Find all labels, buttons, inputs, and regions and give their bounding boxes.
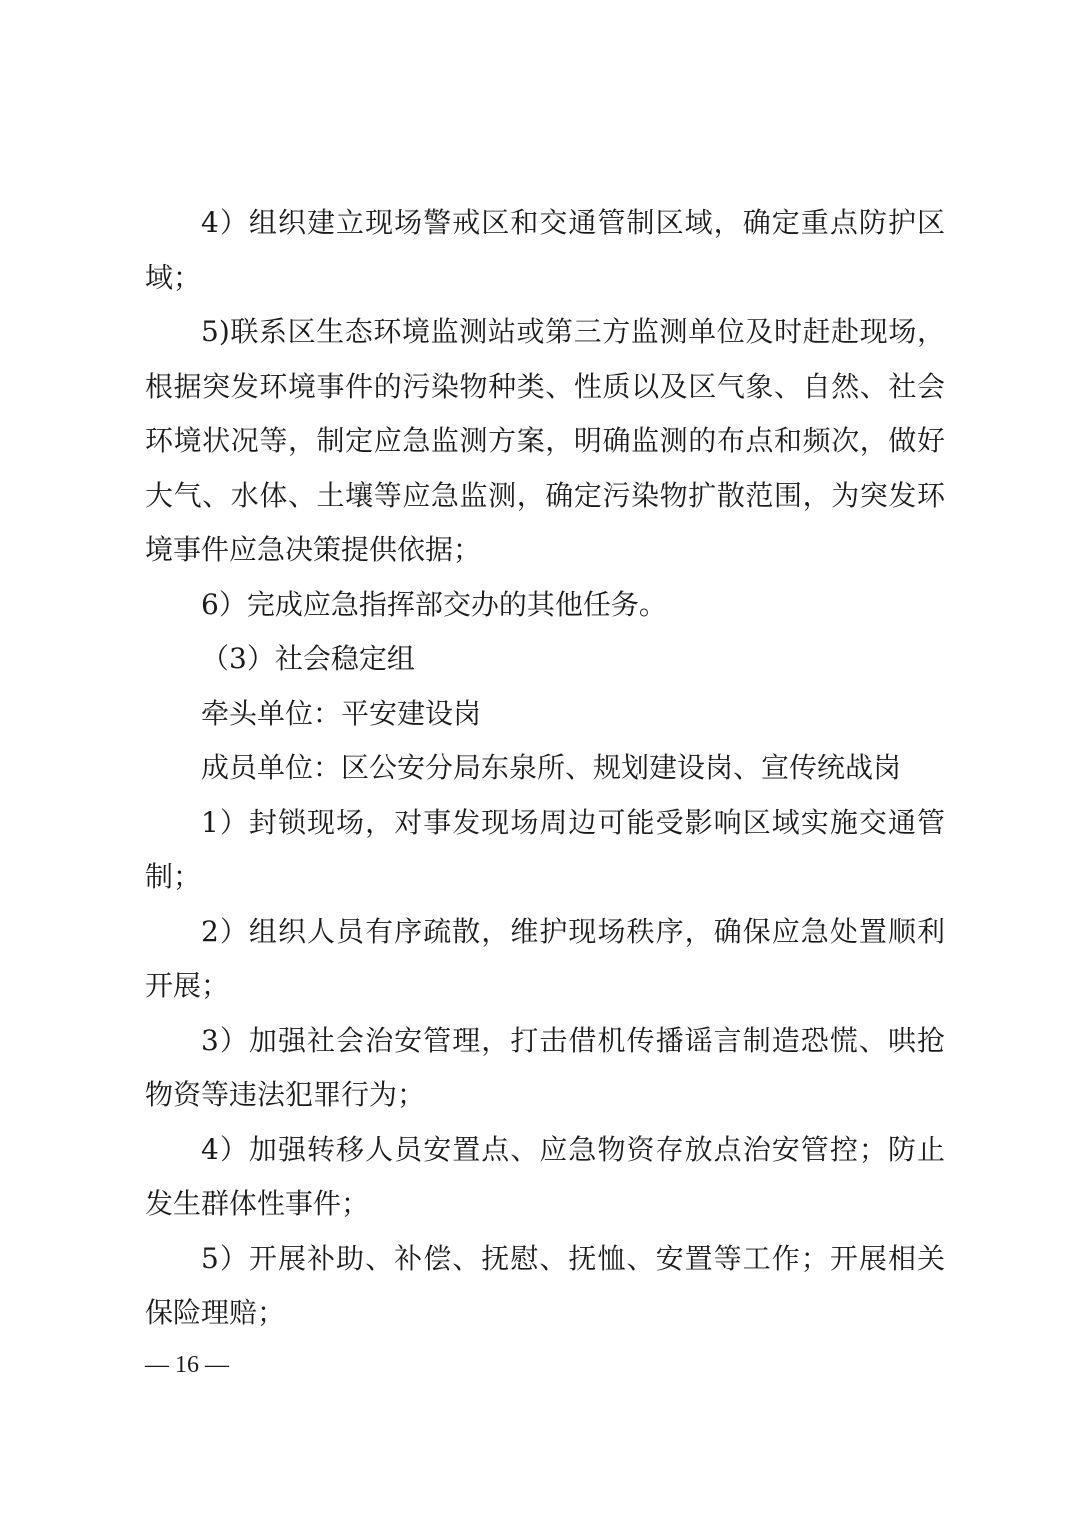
text-line: 4）加强转移人员安置点、应急物资存放点治安管控；防止 [201, 1132, 945, 1166]
page-number: — 16 — [145, 1352, 229, 1378]
body-text [145, 196, 945, 1341]
text-line: 5）开展补助、补偿、抚慰、抚恤、安置等工作；开展相关 [201, 1241, 945, 1275]
text-line: 境事件应急决策提供依据； [145, 533, 482, 566]
text-line: 环境状况等，制定应急监测方案，明确监测的布点和频次，做好 [145, 424, 945, 457]
text-line: 牵头单位：平安建设岗 [201, 696, 482, 730]
text-line: （3）社会稳定组 [201, 642, 415, 675]
text-line: 4）组织建立现场警戒区和交通管制区域，确定重点防护区 [201, 206, 945, 239]
text-line: 1）封锁现场，对事发现场周边可能受影响区域实施交通管 [201, 805, 945, 839]
text-line: 2）组织人员有序疏散，维护现场秩序，确保应急处置顺利 [201, 914, 945, 948]
text-line: 发生群体性事件； [145, 1187, 370, 1220]
text-line: 6）完成应急指挥部交办的其他任务。 [201, 587, 667, 621]
text-line: 根据突发环境事件的污染物种类、性质以及区气象、自然、社会 [145, 369, 945, 403]
text-line: 保险理赔； [145, 1296, 286, 1329]
text-line: 5)联系区生态环境监测站或第三方监测单位及时赶赴现场， [201, 315, 945, 348]
text-line: 成员单位：区公安分局东泉所、规划建设岗、宣传统战岗 [201, 751, 902, 784]
text-line: 开展； [145, 969, 230, 1002]
text-line: 制； [145, 860, 202, 893]
text-line: 3）加强社会治安管理，打击借机传播谣言制造恐慌、哄抢 [201, 1023, 945, 1057]
text-line: 大气、水体、土壤等应急监测，确定污染物扩散范围，为突发环 [145, 478, 945, 512]
text-line: 物资等违法犯罪行为； [145, 1078, 426, 1111]
text-line: 域； [145, 260, 202, 294]
